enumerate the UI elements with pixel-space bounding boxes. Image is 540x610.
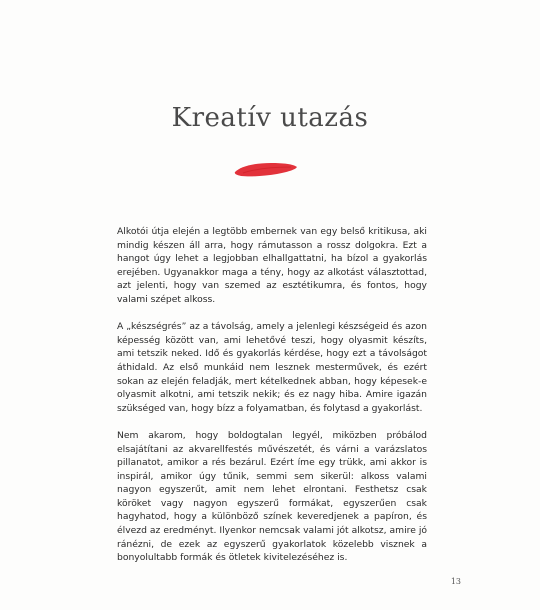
page-number: 13 bbox=[450, 577, 461, 586]
paragraph: Nem akarom, hogy boldogtalan legyél, miközben próbálod elsajátítani az akvarellfestés művészetét, és várni a varázslatos pillanatot, amikor a rés bezárul. Ezért íme egy trükk, ami akkor is inspirál, amikor úgy tűnik, semmi sem sikerül: alkoss valami nagyon egyszerűt, amit nem lehet elrontani. Festhetsz csak köröket vagy nagyon egyszerű formákat, egyszerűen csak hagyhatod, hogy a különböző színek keveredjenek a papíron, és élvezd az eredményt. Ilyenkor nemcsak valami jót alkotsz, amire jó ránézni, de ezek az egyszerű gyakorlatok közelebb visznek a bonyolultabb formák és ötletek kivitelezéséhez is. bbox=[117, 429, 427, 564]
paragraph: A „készségrés” az a távolság, amely a jelenlegi készségeid és azon képesség között van, ami lehetővé teszi, hogy olyasmit készíts, ami tetszik neked. Idő és gyakorlás kérdése, hogy ezt a távolságot áthidald. Az első munkáid nem lesznek mesterművek, és ezért sokan az elején feladják, mert kételkednek abban, hogy képesek-e olyasmit alkotni, ami tetszik nekik; és ez nagy hiba. Amire igazán szükséged van, hogy bízz a folyamatban, és folytasd a gyakorlást. bbox=[117, 321, 427, 414]
body-text bbox=[117, 225, 427, 578]
paragraph: Alkotói útja elején a legtöbb embernek van egy belső kritikusa, aki mindig készen áll arra, hogy rámutasson a rossz dolgokra. Ezt a hangot úgy lehet a legjobban elhallgattatni, ha bízol a gyakorlás erejében. Ugyanakkor maga a tény, hogy az alkotást választottad, azt jelenti, hogy van szemed az esztétikumra, és fontos, hogy valami szépet alkoss. bbox=[117, 226, 427, 305]
page-title: Kreatív utazás bbox=[171, 103, 369, 133]
red-brush-stroke-decoration bbox=[233, 160, 299, 180]
